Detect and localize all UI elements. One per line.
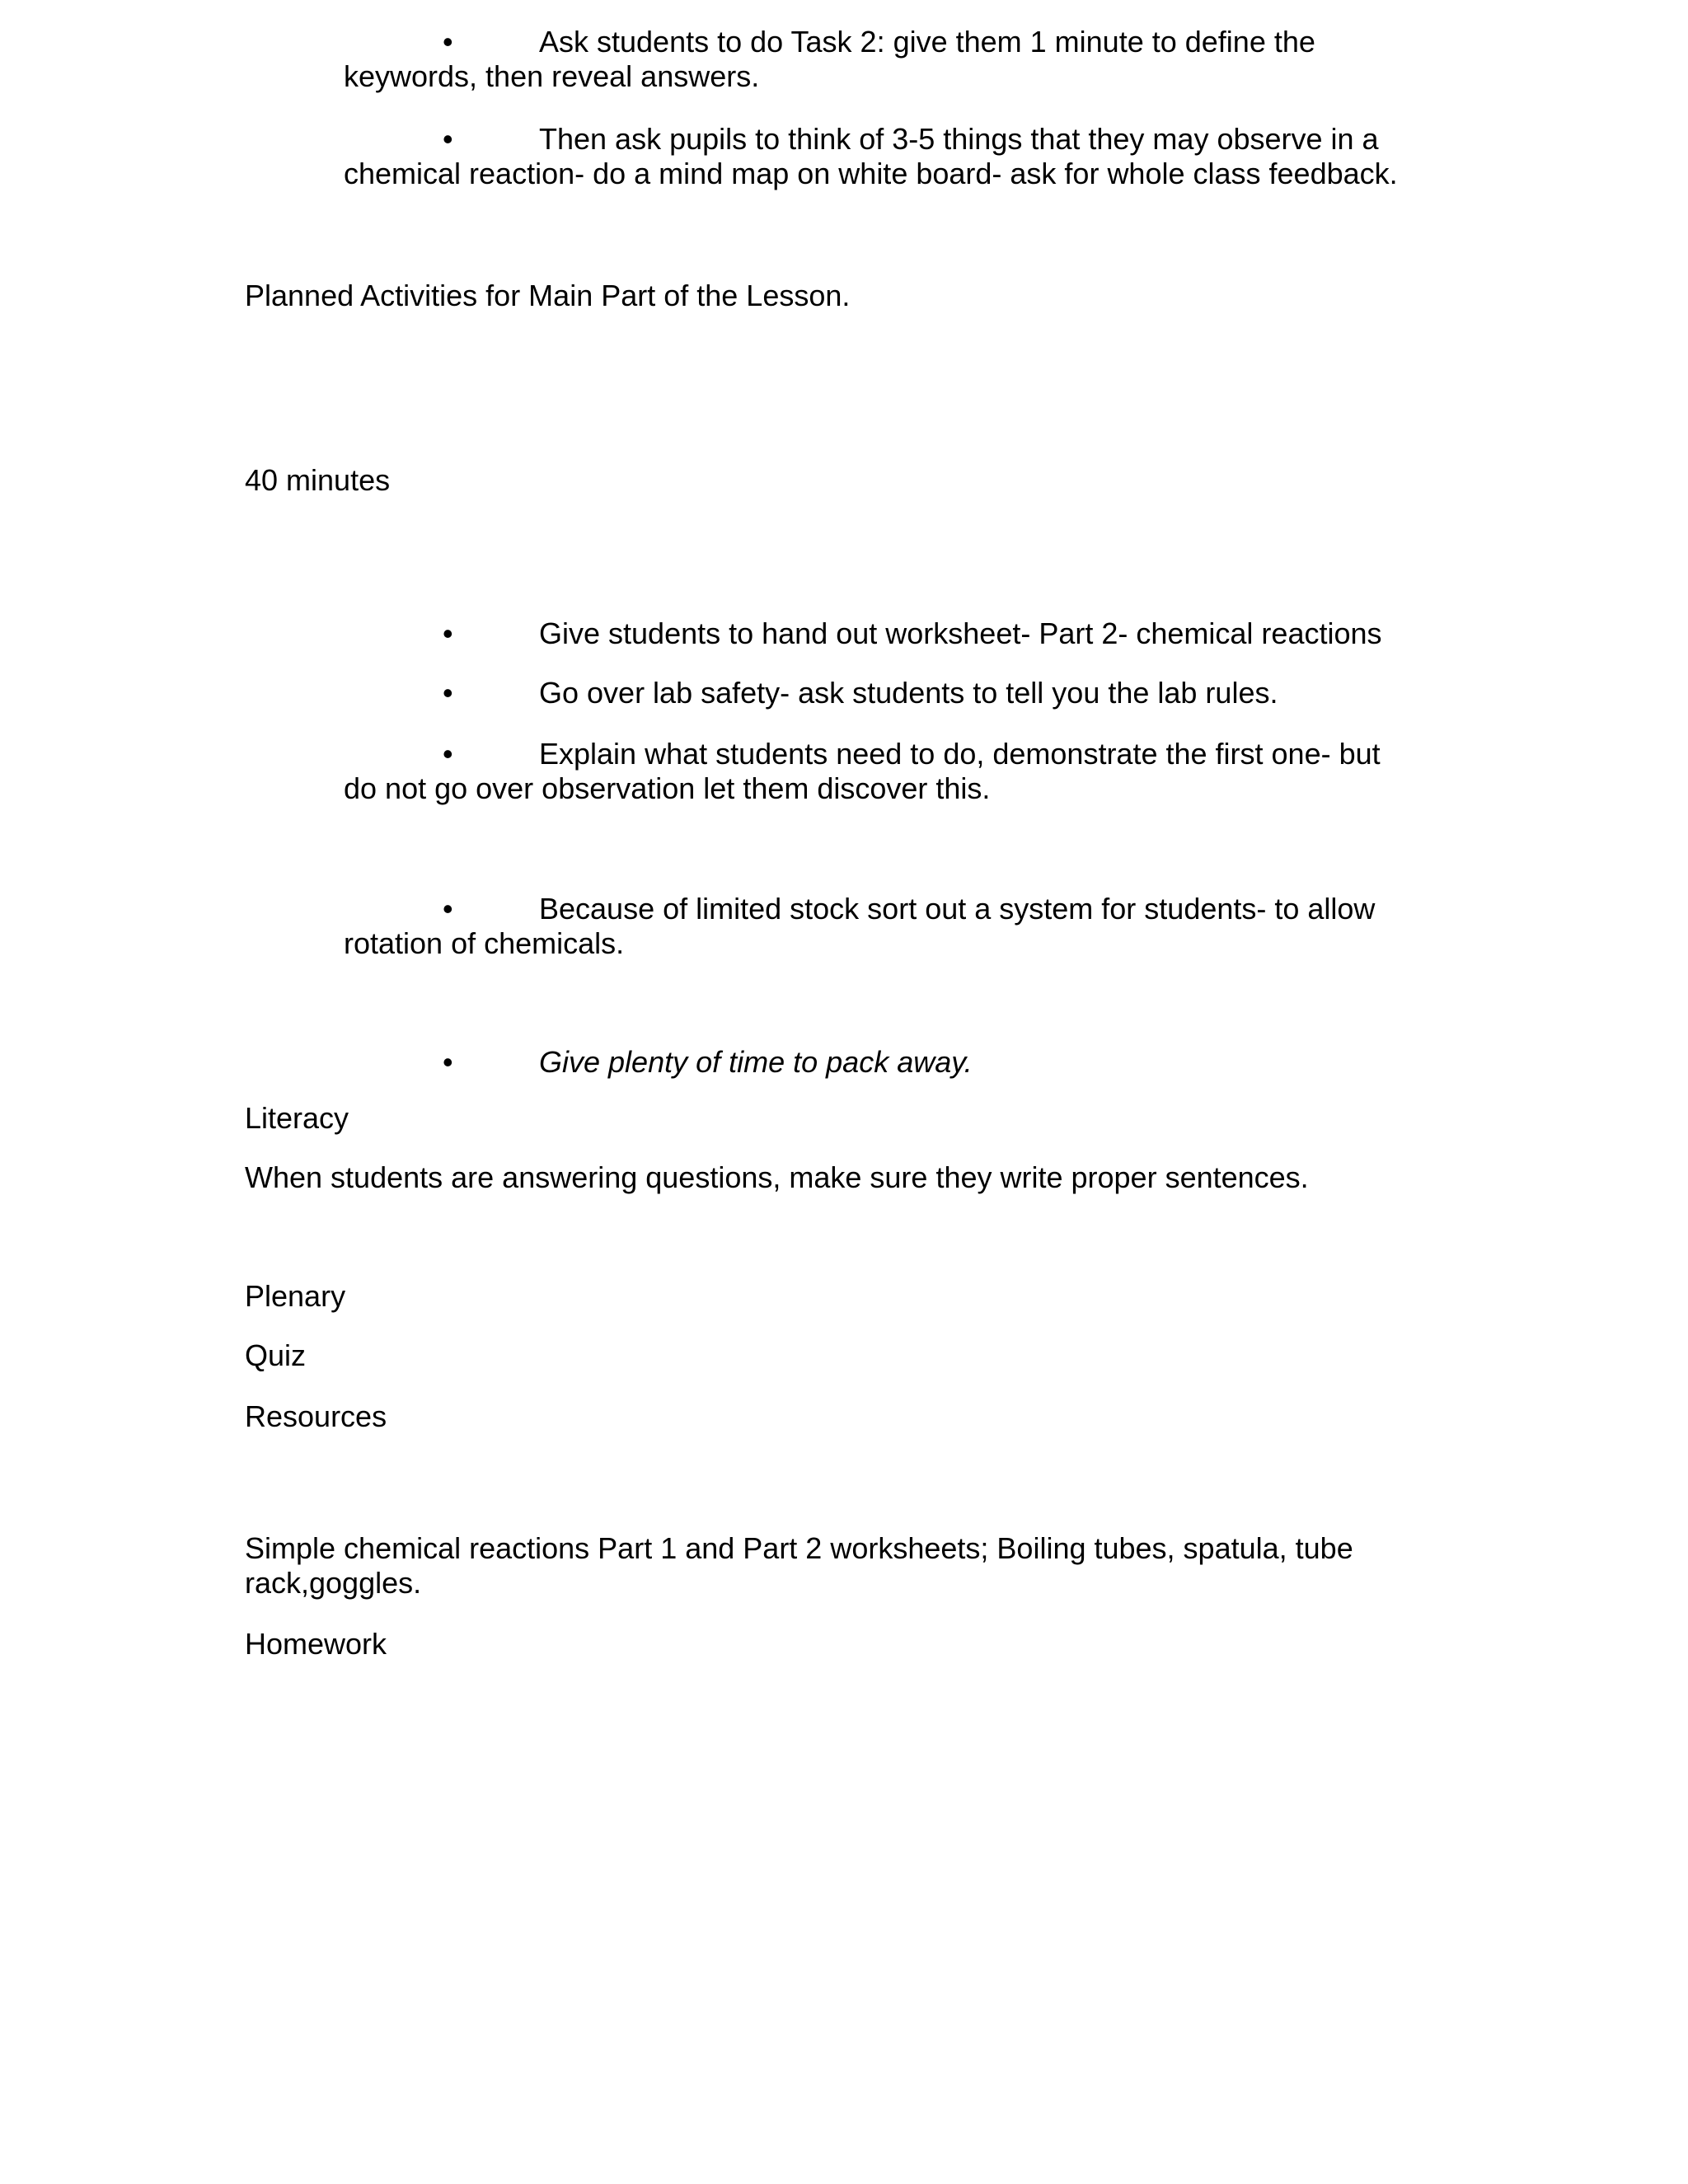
bullet-text-line1: Ask students to do Task 2: give them 1 minute to define the xyxy=(539,25,1315,59)
literacy-text: When students are answering questions, make sure they write proper sentences. xyxy=(245,1160,1309,1194)
section-heading-main-activities: Planned Activities for Main Part of the Lesson. xyxy=(245,279,851,312)
bullet-icon: • xyxy=(443,616,453,650)
bullet-icon: • xyxy=(443,737,453,771)
section-heading-homework: Homework xyxy=(245,1627,387,1661)
section-heading-literacy: Literacy xyxy=(245,1101,349,1135)
bullet-text-line1: Go over lab safety- ask students to tell you the lab rules. xyxy=(539,676,1278,710)
bullet-text-line2: do not go over observation let them discover this. xyxy=(344,771,991,805)
bullet-text-line2: keywords, then reveal answers. xyxy=(344,59,760,93)
plenary-text: Quiz xyxy=(245,1338,307,1372)
resources-text-line1: Simple chemical reactions Part 1 and Part 2 worksheets; Boiling tubes, spatula, tube xyxy=(245,1531,1353,1565)
main-bullet-worksheet xyxy=(344,616,1432,651)
bullet-text-line2: rotation of chemicals. xyxy=(344,926,625,960)
bullet-icon: • xyxy=(443,122,453,156)
intro-bullet-observe xyxy=(344,122,1432,157)
intro-bullet-task2 xyxy=(344,25,1432,59)
main-bullet-lab-safety xyxy=(344,676,1432,710)
bullet-text-line1: Explain what students need to do, demonstrate the first one- but xyxy=(539,737,1381,771)
resources-text-line2: rack,goggles. xyxy=(245,1566,422,1600)
main-bullet-stock xyxy=(344,892,1432,926)
main-bullet-explain xyxy=(344,737,1432,771)
section-heading-resources: Resources xyxy=(245,1399,387,1433)
duration-text: 40 minutes xyxy=(245,463,391,497)
bullet-text-line2: chemical reaction- do a mind map on white board- ask for whole class feedback. xyxy=(344,157,1398,190)
main-bullet-pack-away xyxy=(344,1045,1432,1080)
bullet-text-line1: Give plenty of time to pack away. xyxy=(539,1045,973,1079)
bullet-icon: • xyxy=(443,892,453,926)
bullet-icon: • xyxy=(443,1045,453,1079)
section-heading-plenary: Plenary xyxy=(245,1279,346,1313)
bullet-text-line1: Then ask pupils to think of 3-5 things that they may observe in a xyxy=(539,122,1379,156)
bullet-icon: • xyxy=(443,676,453,710)
bullet-text-line1: Because of limited stock sort out a system for students- to allow xyxy=(539,892,1376,926)
bullet-icon: • xyxy=(443,25,453,59)
bullet-text-line1: Give students to hand out worksheet- Part 2- chemical reactions xyxy=(539,616,1382,650)
